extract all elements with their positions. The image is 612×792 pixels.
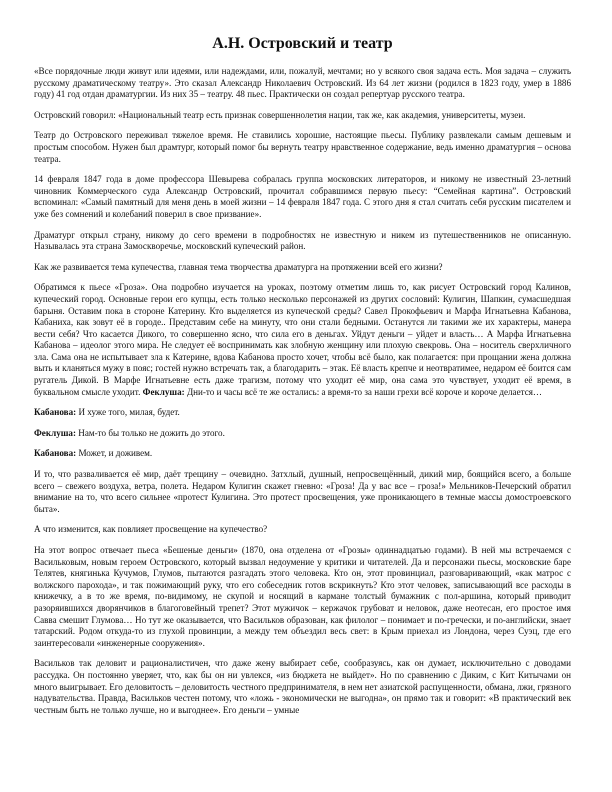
speaker-feklusha: Феклуша: [34,427,76,438]
paragraph-7-text: Обратимся к пьесе «Гроза». Она подробно изучается на уроках, поэтому отметим лишь то, как рисует Островский город Калинов, купеческий город. Основные герои его купцы, есть только несколько персонажей из других сословий: Кулигин, Шапкин, сумасшедшая барыня. Оставим пока в стороне Катерину. Кто выделяется из купеческой среды? Савел Прокофьевич и Марфа Игнатьевна Кабанова, Кабаниха, как зовут её в городе.. Представим себе на минуту, что они стали бедными. Останутся ли такими же их характеры, манера вести себя? Что касается Дикого, то совершенно ясно, что сила его в деньгах. Уйдут деньги – уйдет и власть… А Марфа Игнатьевна Кабанова – идеолог этого мира. Не следует её воспринимать как злобную женщину или плохую свекровь. Она – носитель сверхличного зла. Сама она не испытывает зла к Катерине, вдова Кабанова просто хочет, чтобы всё было, как полагается: при прощании жена должна выть и кланяться мужу в пояс; гостей нужно встречать так, а благодарить – этак. Её власть крепче и неотвратимее, недаром её боится сам ругатель Дикой. В Марфе Игнатьевне есть даже трагизм, потому что уходит её мир, она сама это чувствует, уходит её время, в буквальном смысле уходит. [34,282,571,397]
paragraph-4: 14 февраля 1847 года в доме профессора Шевырева собралась группа московских литераторов, и никому не известный 23-летний чиновник Коммерческого суда Александр Островский, прочитал собравшимся первую пьесу: “Семейная картина”. Островский вспоминал: «Самый памятный для меня день в моей жизни – 14 февраля 1847 года. С этого дня я стал считать себя русским писателем и уже без сомнений и колебаний поверил в свое призвание». [34,174,571,219]
paragraph-6: Как же развивается тема купечества, главная тема творчества драматурга на протяжении всей его жизни? [34,261,443,272]
speech-kabanova: Может, и доживем. [78,448,153,459]
paragraph-11: И то, что разваливается её мир, даёт трещину – очевидно. Затхлый, душный, непросвещённый, дикий мир, боящийся всего, а больше всего – свежего воздуха, ветра, полета. Недаром Кулигин скажет гневно: «Гроза! Да у вас все – гроза!» Мельников-Печерский обратил внимание на то, что всего сильнее «протест Кулигина. Это протест просвещения, уже проникающего в темные массы домостроевского быта». [34,469,571,514]
paragraph-14: Васильков так деловит и рационалистичен, что даже жену выбирает себе, сообразуясь, как он думает, исключительно с доводами рассудка. Он постоянно уверяет, что, как бы он ни увлекся, «из бюджета не выйдет». Но по сравнению с Диким, с Кит Китычами он много выигрывает. Его деловитость – деловитость честного предпринимателя, в нем нет азиатской распущенности, обмана, лжи, грязного надувательства. Правда, Васильков честен потому, что «ложь - экономически не выгодна», он прямо так и говорит: «В практический век честным быть не только лучше, но и выгоднее». Его деньги – умные [34,658,571,715]
paragraph-3: Театр до Островского переживал тяжелое время. Не ставились хорошие, настоящие пьесы. Публику развлекали самым дешевым и простым способом. Нужен был драмтург, который помог бы вернуть театру нравственное содержание, ведь именно драматургия – основа театра. [34,130,571,164]
speech-kabanova: И хуже того, милая, будет. [78,407,180,418]
speech-feklusha: Дни-то и часы всё те же остались: а время-то за наши грехи всё короче и короче делается… [186,386,543,397]
dialogue-line-2 [34,428,571,440]
speaker-kabanova: Кабанова: [34,407,77,418]
speech-feklusha: Нам-то бы только не дожить до этого. [78,427,225,438]
dialogue-line-3 [34,448,571,460]
document-title: А.Н. Островский и театр [212,35,393,52]
paragraph-7 [34,282,571,398]
paragraph-12: А что изменится, как повлияет просвещение на купечество? [34,524,268,535]
dialogue-line-1 [34,407,571,419]
speaker-kabanova: Кабанова: [34,448,77,459]
paragraph-2: Островский говорил: «Национальный театр есть признак совершеннолетия нации, так же, как академия, университеты, музеи. [34,109,526,120]
paragraph-1: «Все порядочные люди живут или идеями, или надеждами, или, пожалуй, мечтами; но у всякого своя задача есть. Моя задача – служить русскому драматическому театру». Это сказал Александр Николаевич Островский. Из 64 лет жизни (родился в 1823 году, умер в 1886 году) 41 год отдан драматургии. Из них 35 – театру. 48 пьес. Практически он создал репертуар русского театра. [34,66,571,100]
paragraph-5: Драматург открыл страну, никому до сего времени в подробностях не известную и никем из путешественников не описанную. Называлась эта страна Замоскворечье, московский купеческий район. [34,229,571,252]
speaker-feklusha: Феклуша: [142,386,185,397]
paragraph-13: На этот вопрос отвечает пьеса «Бешеные деньги» (1870, она отделена от «Грозы» одиннадцатью годами). В ней мы встречаемся с Васильковым, новым героем Островского, который вызвал недоумение у критики и читателей. Да и персонажи пьесы, московские баре Телятев, княгинька Кучумов, Глумов, пытаются разгадать этого человека. Кто он, этот провинциал, разговаривающий, «как матрос с волжского парохода», и так пожимающий руку, что его собеседник готов вскрикнуть? Кто этот человек, записывающий все расходы в книжечку, а в то же время, по-видимому, не скупой и носящий в кармане толстый бумажник с пол-аршина, который приводит разоряившихся дворянчиков в благоговейный трепет? Этот мужичок – кержачок грубоват и неловок, даже неотесан, его простое имя Савва смешит Глумова… Но тут же оказывается, что Васильков образован, как филолог – понимает и по-гречески, и по-английски, знает татарский. Родом откуда-то из глухой провинции, а между тем объездил весь свет: в Крым приехал из Лондона, через Суэц, где его заинтересовали «инженерные сооружения». [34,545,571,648]
